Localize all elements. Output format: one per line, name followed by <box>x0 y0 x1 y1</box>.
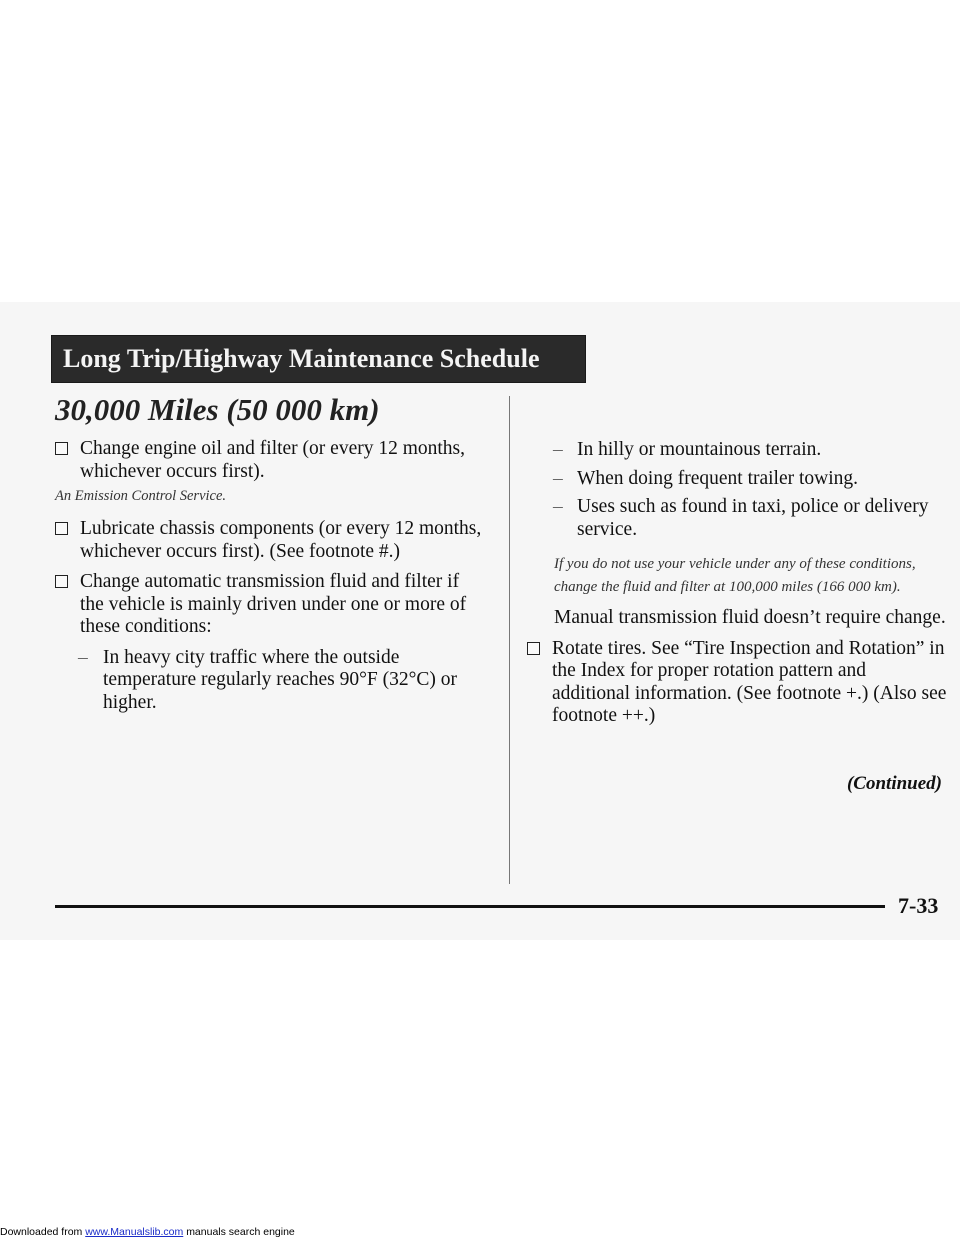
checkbox-icon[interactable] <box>527 642 540 655</box>
column-divider <box>509 396 510 884</box>
item-text: Change automatic transmission fluid and filter if the vehicle is mainly driven under one or more of these conditions: <box>80 571 467 637</box>
emission-note: An Emission Control Service. <box>55 488 227 504</box>
item-text: Rotate tires. See “Tire Inspection and Rotation” in the Index for proper rotation pattern and additional information. (See footnote +.) (Also see footnote ++.) <box>552 637 947 726</box>
condition-text: In hilly or mountainous terrain. <box>577 439 822 460</box>
checkbox-icon[interactable] <box>55 522 68 535</box>
checklist-item-transmission <box>55 571 485 639</box>
condition-text: In heavy city traffic where the outside temperature regularly reaches 90°F (32°C) or higher. <box>103 646 457 713</box>
condition-item-city-traffic <box>55 647 485 715</box>
condition-item-hilly <box>527 439 947 462</box>
item-text: Lubricate chassis components (or every 12 months, whichever occurs first). (See footnote #.) <box>80 518 482 562</box>
footer-suffix: manuals search engine <box>186 1226 295 1238</box>
download-footer <box>0 1226 295 1238</box>
condition-item-towing <box>527 468 947 491</box>
checklist-item-rotate-tires <box>527 638 947 728</box>
fluid-change-note: If you do not use your vehicle under any of these conditions, change the fluid and filter at 100,000 miles (166 000 km). <box>554 556 916 595</box>
banner-title: Long Trip/Highway Maintenance Schedule <box>63 344 540 373</box>
checkbox-icon[interactable] <box>55 442 68 455</box>
condition-text: Uses such as found in taxi, police or delivery service. <box>577 496 929 540</box>
condition-item-taxi <box>527 496 947 541</box>
page-heading: 30,000 Miles (50 000 km) <box>55 392 380 427</box>
dash-bullet: – <box>553 496 563 517</box>
checklist-item-chassis <box>55 518 485 563</box>
dash-bullet: – <box>78 646 88 668</box>
section-banner <box>51 335 586 383</box>
page-number: 7-33 <box>898 893 939 918</box>
dash-bullet: – <box>553 439 563 460</box>
dash-bullet: – <box>553 467 563 489</box>
right-column <box>527 439 947 736</box>
continued-label: (Continued) <box>846 773 942 794</box>
manual-transmission-text: Manual transmission fluid doesn’t require change. <box>554 607 946 628</box>
item-text: Change engine oil and filter (or every 12 months, whichever occurs first). <box>80 438 466 482</box>
manualslib-link[interactable]: www.Manualslib.com <box>85 1226 184 1238</box>
condition-text: When doing frequent trailer towing. <box>577 467 859 489</box>
left-column <box>55 438 485 720</box>
checklist-item-oil <box>55 438 485 483</box>
footer-prefix: Downloaded from <box>0 1226 83 1238</box>
checkbox-icon[interactable] <box>55 575 68 588</box>
bottom-rule <box>55 905 885 908</box>
